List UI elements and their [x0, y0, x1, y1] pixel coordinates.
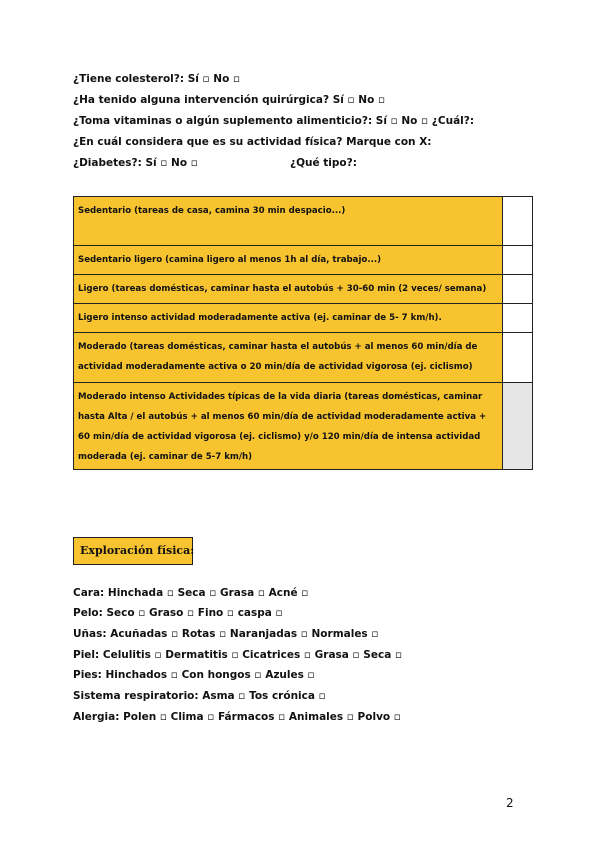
- question-diabetes: ¿Diabetes?: Sí ▫ No ▫: [73, 157, 198, 169]
- activity-label: Ligero intenso actividad moderadamente activa (ej. caminar de 5- 7 km/h).: [74, 304, 503, 333]
- question-actividad: ¿En cuál considera que es su actividad física? Marque con X:: [73, 136, 432, 148]
- exploracion-item: Pies: Hinchados ▫ Con hongos ▫ Azules ▫: [73, 669, 315, 681]
- exploracion-item: Sistema respiratorio: Asma ▫ Tos crónica ▫: [73, 690, 326, 702]
- exploracion-item: Alergia: Polen ▫ Clima ▫ Fármacos ▫ Animales ▫ Polvo ▫: [73, 711, 401, 723]
- page-number: 2: [506, 796, 514, 810]
- question-intervencion: ¿Ha tenido alguna intervención quirúrgica? Sí ▫ No ▫: [73, 94, 386, 106]
- activity-label: Ligero (tareas domésticas, caminar hasta el autobús + 30-60 min (2 veces/ semana): [74, 275, 503, 304]
- question-vitaminas: ¿Toma vitaminas o algún suplemento alimenticio?: Sí ▫ No ▫ ¿Cuál?:: [73, 115, 475, 127]
- exploracion-heading: Exploración física:: [73, 537, 193, 565]
- activity-row: [74, 246, 533, 275]
- question-colesterol: ¿Tiene colesterol?: Sí ▫ No ▫: [73, 73, 241, 85]
- activity-row: [74, 333, 533, 383]
- activity-row: [74, 197, 533, 246]
- exploracion-item: Cara: Hinchada ▫ Seca ▫ Grasa ▫ Acné ▫: [73, 587, 309, 599]
- activity-checkbox[interactable]: [503, 304, 533, 333]
- exploracion-item: Piel: Celulitis ▫ Dermatitis ▫ Cicatrices ▫ Grasa ▫ Seca ▫: [73, 649, 403, 661]
- activity-label: Moderado intenso Actividades típicas de la vida diaria (tareas domésticas, caminar hasta Alta / el autobús + al menos 60 min/día de actividad moderadamente activa + 60 min/día de actividad vigorosa (ej. ciclismo) y/o 120 min/día de intensa actividad moderada (ej. caminar de 5-7 km/h): [74, 383, 503, 470]
- activity-row: [74, 304, 533, 333]
- activity-checkbox[interactable]: [503, 275, 533, 304]
- activity-row: [74, 275, 533, 304]
- exploracion-item: Pelo: Seco ▫ Graso ▫ Fino ▫ caspa ▫: [73, 607, 283, 619]
- activity-checkbox[interactable]: [503, 383, 533, 470]
- exploracion-item: Uñas: Acuñadas ▫ Rotas ▫ Naranjadas ▫ Normales ▫: [73, 628, 379, 640]
- activity-label: Sedentario ligero (camina ligero al menos 1h al día, trabajo...): [74, 246, 503, 275]
- activity-checkbox[interactable]: [503, 333, 533, 383]
- activity-table: [73, 196, 533, 470]
- activity-checkbox[interactable]: [503, 197, 533, 246]
- activity-row: [74, 383, 533, 470]
- activity-label: Sedentario (tareas de casa, camina 30 min despacio...): [74, 197, 503, 246]
- activity-label: Moderado (tareas domésticas, caminar hasta el autobús + al menos 60 min/día de actividad moderadamente activa o 20 min/día de actividad vigorosa (ej. ciclismo): [74, 333, 503, 383]
- activity-checkbox[interactable]: [503, 246, 533, 275]
- question-que-tipo: ¿Qué tipo?:: [290, 157, 357, 169]
